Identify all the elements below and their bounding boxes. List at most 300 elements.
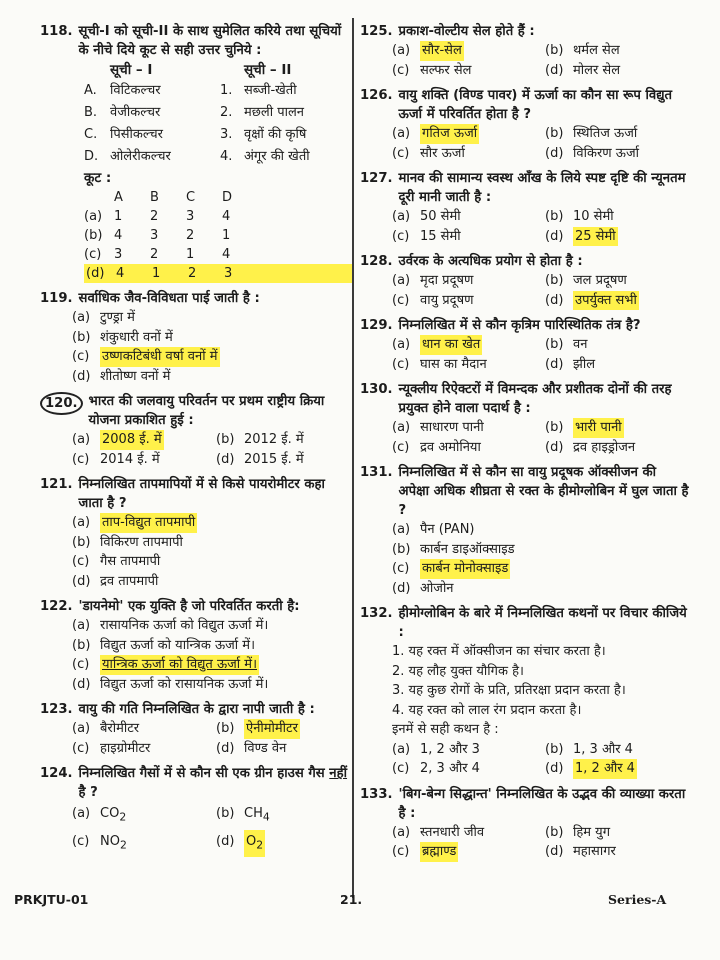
option-label: (d) [216,833,235,849]
option-label: (c) [72,451,90,467]
option-text: उपर्युक्त सभी [573,291,639,311]
koot-cell: (a) [84,209,103,224]
option-label: (b) [72,534,91,550]
formula-base: CO [100,806,120,821]
option-label: (a) [72,721,91,736]
option-label: (b) [545,126,564,141]
match-header [84,60,352,80]
option-text: यान्त्रिक ऊर्जा को विद्युत ऊर्जा में। [100,655,259,675]
option-a[interactable] [72,616,352,636]
koot-cell: 1 [152,266,161,281]
option-text: रासायनिक ऊर्जा को विद्युत ऊर्जा में। [100,618,269,633]
koot-cell: 4 [222,209,231,224]
question-text: वायु शक्ति (विण्ड पावर) में ऊर्जा का कौन सा रूप विद्युत ऊर्जा में परिवर्तित होता है ? [398,88,673,122]
option-d-selected[interactable] [216,830,352,858]
option-text: 1, 2 और 4 [573,759,637,779]
option-b[interactable] [545,271,690,291]
option-a-selected[interactable] [72,430,208,450]
option-text: 1, 3 और 4 [573,741,633,757]
question-text: न्यूक्लीय रिऐक्टरों में विमन्दक और प्रशीतक दोनों की तरह प्रयुक्त होने वाला पदार्थ है : [398,382,672,416]
option-text [244,830,265,858]
question-number: 122. [40,599,73,614]
row-letter: B. [84,105,98,120]
option-d-selected[interactable] [545,291,690,311]
option-label: (b) [72,637,91,653]
option-label: (a) [392,126,411,141]
option-label: (a) [392,209,411,224]
option-label: (a) [72,618,91,633]
option-label: (d) [545,145,564,161]
formula-subscript: 2 [256,838,264,852]
koot-cell: (d) [86,266,105,281]
option-label: (d) [392,580,411,596]
question-text-part: निम्नलिखित गैसों में से कौन सी एक ग्रीन हाउस गैस [78,766,330,781]
option-a[interactable] [392,271,537,291]
option-label: (c) [72,554,90,569]
option-c[interactable] [72,552,352,572]
option-text: 50 सेमी [420,209,461,224]
option-text: 2014 ई. में [100,451,160,467]
option-a[interactable] [392,207,537,227]
list2-item: अंगूर की खेती [244,149,310,164]
series-label: Series-A [608,892,667,907]
option-b[interactable] [545,207,690,227]
option-a[interactable] [392,823,537,843]
question-text: सूची-I को सूची-II के साथ सुमेलित करिये तथा सूचियों के नीचे दिये कूट से सही उत्तर चुनिये : [78,24,342,58]
question-text: हीमोग्लोबिन के बारे में निम्नलिखित कथनों पर विचार कीजिये : [398,606,687,640]
option-label: (b) [545,420,564,435]
paper-code: PRKJTU-01 [14,892,89,907]
option-b[interactable] [545,335,690,355]
question-120 [40,392,352,469]
option-c[interactable] [392,291,537,311]
option-c-selected[interactable] [72,347,352,367]
question-number: 131. [360,465,393,480]
option-label: (c) [72,740,90,756]
statement: 1. यह रक्त में ऑक्सीजन का संचार करता है। [392,644,606,659]
option-label: (a) [392,420,411,435]
option-label: (d) [72,573,91,589]
option-b[interactable] [392,540,690,560]
list1-item: विटिकल्चर [110,83,161,98]
formula-subscript: 2 [119,810,127,824]
statement: 4. यह रक्त को लाल रंग प्रदान करता है। [392,702,582,718]
option-text: झील [573,356,596,372]
question-132 [360,604,690,779]
option-label: (d) [545,844,564,859]
question-122 [40,597,352,694]
koot-cell: 3 [114,247,123,262]
question-123 [40,700,352,758]
question-text-underlined: नहीं [329,766,348,781]
question-number: 125. [360,24,393,39]
option-text: कार्बन मोनोक्साइड [420,559,510,579]
option-label: (d) [545,761,564,776]
left-column [40,22,352,863]
option-text: द्रव अमोनिया [420,439,481,455]
option-a-selected[interactable] [392,41,537,61]
koot-cell: 1 [114,209,123,224]
question-number: 118. [40,24,73,39]
option-a[interactable] [72,308,352,328]
option-text: शंकुधारी वनों में [100,329,173,345]
koot-option-c[interactable] [84,245,352,264]
option-d-selected[interactable] [545,227,690,247]
option-label: (a) [72,806,91,821]
question-text: 'डायनेमो' एक युक्ति है जो परिवर्तित करती है: [78,599,300,614]
koot-cell: 1 [222,228,231,243]
option-a[interactable] [392,520,690,540]
option-c[interactable] [392,227,537,247]
question-text: वायु की गति निम्नलिखित के द्वारा नापी जाती है : [78,702,315,717]
koot-cell: 4 [116,266,125,281]
option-text: गैस तापमापी [100,554,161,569]
option-d[interactable] [545,842,690,862]
option-label: (c) [392,228,410,244]
koot-cell: 2 [186,228,195,243]
option-b-selected[interactable] [216,719,352,739]
koot-cell: 4 [114,228,123,243]
question-133 [360,785,690,862]
option-label: (b) [72,329,91,345]
option-a[interactable] [392,418,537,438]
option-text: 2008 ई. में [100,430,164,450]
option-text: 25 सेमी [573,227,618,247]
option-label: (b) [545,824,564,840]
option-a[interactable] [392,740,537,760]
option-b[interactable] [72,636,352,656]
koot-cell: 2 [188,266,197,281]
option-c[interactable] [72,450,208,470]
option-text: ऐनीमोमीटर [244,719,300,739]
statement: 2. यह लौह युक्त यौगिक है। [392,663,524,679]
koot-label: कूट : [84,170,112,186]
question-number: 120. [40,392,83,415]
option-label: (d) [216,740,235,756]
question-text [79,764,352,802]
option-text: विकिरण ऊर्जा [573,145,640,161]
question-text: भारत की जलवायु परिवर्तन पर प्रथम राष्ट्रीय क्रिया योजना प्रकाशित हुई : [88,394,325,428]
option-label: (c) [392,439,410,455]
row-number: 1. [220,83,233,98]
question-number: 128. [360,254,393,269]
question-number: 127. [360,171,393,186]
koot-cell: 3 [224,266,233,281]
koot-cell: (c) [84,247,102,262]
option-b[interactable] [72,328,352,348]
option-a-selected[interactable] [392,124,537,144]
option-label: (c) [392,62,410,78]
list2-item: वृक्षों की कृषि [244,127,307,142]
row-letter: A. [84,83,97,98]
option-b[interactable] [545,823,690,843]
question-text: मानव की सामान्य स्वस्थ आँख के लिये स्पष्ट दृष्टि की न्यूनतम दूरी मानी जाती है : [398,171,686,205]
option-a[interactable] [72,802,208,830]
option-text: ब्रह्माण्ड [420,842,458,862]
koot-cell: 2 [150,209,159,224]
option-label: (b) [545,741,564,757]
option-d[interactable] [545,355,690,375]
option-a-selected[interactable] [72,513,352,533]
option-text: द्रव हाइड्रोजन [573,439,636,455]
koot-option-d-selected[interactable] [84,264,352,283]
koot-header-cell: D [222,190,233,205]
option-label: (c) [72,657,90,672]
question-124 [40,764,352,857]
statement-prompt: इनमें से सही कथन है : [392,722,499,737]
option-text: टुण्ड्रा में [100,310,135,325]
question-text: निम्नलिखित में से कौन सा वायु प्रदूषक ऑक्सीजन की अपेक्षा अधिक शीघ्रता से रक्त के हीमोग्लोबिन में घुल जाता है ? [398,465,689,518]
question-text: उर्वरक के अत्यधिक प्रयोग से होता है : [398,254,583,269]
option-d[interactable] [216,739,352,759]
option-text: 15 सेमी [420,228,461,244]
formula-subscript: 2 [119,838,127,852]
option-c-selected[interactable] [392,559,690,579]
option-b[interactable] [545,124,690,144]
option-d[interactable] [72,367,352,387]
option-label: (a) [392,337,411,352]
option-label: (a) [392,43,411,58]
option-label: (d) [545,356,564,372]
option-text: विकिरण तापमापी [100,534,183,550]
option-label: (c) [392,145,410,161]
row-number: 2. [220,105,233,120]
option-label: (d) [545,62,564,78]
option-label: (a) [392,522,411,537]
option-b-selected[interactable] [545,418,690,438]
list2-heading: सूची – II [244,62,292,78]
option-c[interactable] [392,759,537,779]
option-text: महासागर [573,844,616,859]
option-label: (b) [545,43,564,58]
option-text: 2015 ई. में [244,451,304,467]
koot-table [84,188,352,283]
option-label: (b) [216,806,235,821]
question-number: 123. [40,702,73,717]
question-text: निम्नलिखित तापमापियों में से किसे पायरोमीटर कहा जाता है ? [78,477,325,511]
question-number: 119. [40,291,73,306]
option-label: (a) [392,741,411,757]
option-text: कार्बन डाइऑक्साइड [420,541,515,557]
row-letter: D. [84,149,99,164]
question-125 [360,22,690,80]
option-b[interactable] [72,533,352,553]
question-126 [360,86,690,163]
option-label: (b) [545,273,564,288]
list1-heading: सूची – I [110,62,153,78]
option-label: (c) [392,761,410,776]
list2-item: सब्जी-खेती [244,83,297,98]
option-text: साधारण पानी [420,420,484,435]
option-c[interactable] [392,61,537,81]
question-131 [360,463,690,598]
option-text: स्तनधारी जीव [420,824,485,840]
option-text: वन [573,337,588,352]
option-b[interactable] [545,41,690,61]
option-text: मोलर सेल [573,62,621,78]
option-label: (a) [72,432,91,447]
koot-cell: 3 [150,228,159,243]
question-number: 133. [360,786,393,802]
option-text: ओजोन [420,580,454,596]
option-text: हिम युग [573,824,611,840]
option-text: 2012 ई. में [244,432,304,447]
option-label: (c) [392,292,410,308]
option-label: (a) [72,515,91,530]
option-text: द्रव तापमापी [100,573,159,589]
option-label: (d) [72,676,91,692]
question-text: प्रकाश-वोल्टीय सेल होते हैं : [398,24,535,39]
option-c[interactable] [72,739,208,759]
right-column [360,22,690,868]
option-text [100,802,126,830]
option-text: मृदा प्रदूषण [420,273,474,288]
koot-cell: 1 [186,247,195,262]
option-c[interactable] [392,144,537,164]
koot-option-a[interactable] [84,207,352,226]
option-d[interactable] [72,572,352,592]
option-text: पैन (PAN) [420,522,475,537]
question-number: 121. [40,477,73,492]
question-130 [360,380,690,457]
option-text: सौर ऊर्जा [420,145,465,161]
koot-header-cell [84,188,114,207]
option-c[interactable] [392,355,537,375]
option-c-selected[interactable] [392,842,537,862]
option-text [100,830,127,858]
question-number: 132. [360,606,393,621]
match-row [84,146,352,168]
option-label: (c) [72,833,90,849]
row-letter: C. [84,127,98,142]
koot-header-cell: B [150,190,159,205]
option-c[interactable] [72,830,208,858]
question-119 [40,289,352,386]
option-d[interactable] [545,144,690,164]
question-127 [360,169,690,246]
option-label: (b) [545,337,564,352]
question-text: सर्वाधिक जैव-विविधता पाई जाती है : [78,291,260,306]
option-label: (b) [216,432,235,447]
question-number: 130. [360,382,393,397]
option-text: गतिज ऊर्जा [420,124,479,144]
koot-header-cell: C [186,190,196,205]
option-text: विद्युत ऊर्जा को रासायनिक ऊर्जा में। [100,676,269,692]
option-label: (d) [72,368,91,384]
option-text: थर्मल सेल [573,43,620,58]
option-label: (a) [392,273,411,288]
koot-cell: 3 [186,209,195,224]
list1-item: पिसीकल्चर [110,127,163,142]
koot-cell: 4 [222,247,231,262]
formula-base: CH [244,806,263,821]
question-number: 129. [360,318,393,333]
option-c-selected[interactable] [72,655,352,675]
formula-base: O [246,833,257,849]
question-number: 126. [360,88,393,103]
option-label: (a) [72,310,91,325]
option-d-selected[interactable] [545,759,690,779]
option-label: (d) [216,451,235,467]
question-121 [40,475,352,591]
option-label: (b) [216,721,235,736]
question-128 [360,252,690,310]
option-label: (d) [545,292,564,308]
option-text: हाइग्रोमीटर [100,740,151,756]
option-d[interactable] [216,450,352,470]
option-label: (c) [392,356,410,372]
option-d[interactable] [545,438,690,458]
column-divider [352,18,354,898]
question-129 [360,316,690,374]
option-label: (b) [392,541,411,557]
option-text [244,802,270,830]
option-b[interactable] [216,802,352,830]
option-text: 2, 3 और 4 [420,761,480,776]
option-a-selected[interactable] [392,335,537,355]
option-label: (d) [545,228,564,244]
match-row [84,80,352,102]
option-label: (b) [545,209,564,224]
option-c[interactable] [392,438,537,458]
koot-option-b[interactable] [84,226,352,245]
option-label: (d) [545,439,564,455]
formula-subscript: 4 [262,810,270,824]
option-text: विद्युत ऊर्जा को यान्त्रिक ऊर्जा में। [100,637,256,653]
option-text: विण्ड वेन [244,740,287,756]
option-a[interactable] [72,719,208,739]
option-text: 1, 2 और 3 [420,741,480,757]
option-text: जल प्रदूषण [573,273,627,288]
option-text: उष्णकटिबंधी वर्षा वनों में [100,347,220,367]
option-text: धान का खेत [420,335,482,355]
formula-base: NO [100,833,120,849]
koot-cell: (b) [84,228,103,243]
koot-cell: 2 [150,247,159,262]
option-text: बैरोमीटर [100,721,140,736]
list1-item: ओलेरीकल्चर [110,149,171,164]
option-text: सल्फर सेल [420,62,472,78]
question-number: 124. [40,766,73,781]
option-text: वायु प्रदूषण [420,292,474,308]
koot-header-row [84,188,352,207]
question-text-part: है ? [78,785,98,800]
option-text: स्थितिज ऊर्जा [573,126,638,141]
option-text: शीतोष्ण वनों में [100,368,171,384]
list1-item: वेजीकल्चर [110,105,161,120]
list2-item: मछली पालन [244,105,304,120]
option-text: घास का मैदान [420,356,487,372]
option-d[interactable] [545,61,690,81]
option-label: (a) [392,824,411,840]
match-row [84,124,352,146]
option-d[interactable] [392,579,690,599]
option-d[interactable] [72,675,352,695]
option-text: भारी पानी [573,418,624,438]
option-b[interactable] [216,430,352,450]
koot-header-cell: A [114,190,123,205]
row-number: 3. [220,127,233,142]
statement: 3. यह कुछ रोगों के प्रति, प्रतिरक्षा प्रदान करता है। [392,683,626,698]
question-text: 'बिग-बेन्ग सिद्धान्त' निम्नलिखित के उद्भव की व्याख्या करता है : [398,786,686,821]
page-number: 21. [340,892,363,907]
option-text: सौर-सेल [420,41,464,61]
option-b[interactable] [545,740,690,760]
row-number: 4. [220,149,233,164]
option-label: (c) [392,844,410,859]
question-118 [40,22,352,283]
option-label: (c) [392,561,410,576]
